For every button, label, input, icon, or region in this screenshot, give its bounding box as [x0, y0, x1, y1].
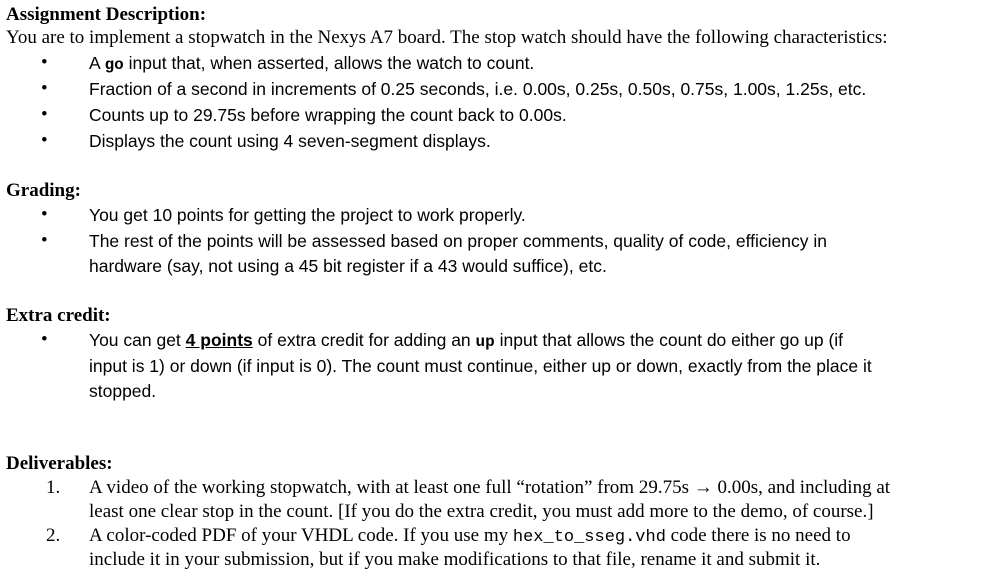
deliverable-1-line-1: A video of the working stopwatch, with at least one full “rotation” from 29.75s → 0.00s, and including at [89, 477, 891, 498]
bullet-marker: • [41, 78, 48, 99]
extra-credit-line-1: You can get 4 points of extra credit for adding an up input that allows the count do either go up (if [89, 330, 844, 351]
deliverables-heading: Deliverables: [6, 453, 113, 474]
assignment-bullet-4: Displays the count using 4 seven-segment displays. [89, 131, 491, 151]
assignment-bullet-1: A go input that, when asserted, allows the watch to count. [89, 53, 535, 74]
bullet-marker: • [41, 230, 48, 251]
extra-credit-line-2: input is 1) or down (if input is 0). The count must continue, either up or down, exactly from the place it [89, 356, 872, 376]
grading-bullet-2-line-2: hardware (say, not using a 45 bit register if a 43 would suffice), etc. [89, 256, 607, 276]
bullet-marker: • [41, 130, 48, 151]
grading-bullet-2-line-1: The rest of the points will be assessed based on proper comments, quality of code, efficiency in [89, 231, 827, 251]
bullet-marker: • [41, 104, 48, 125]
grading-bullet-1: You get 10 points for getting the project to work properly. [89, 205, 526, 225]
assignment-bullet-3: Counts up to 29.75s before wrapping the count back to 0.00s. [89, 105, 567, 125]
bullet-marker: • [41, 329, 48, 350]
points-emphasis: 4 points [185, 330, 253, 350]
extra-credit-line-3: stopped. [89, 381, 157, 401]
deliverable-2-line-2: include it in your submission, but if you make modifications to that file, rename it and submit it. [89, 549, 821, 570]
extra-credit-heading: Extra credit: [6, 305, 111, 326]
assignment-intro: You are to implement a stopwatch in the Nexys A7 board. The stop watch should have the following characteristics: [6, 27, 888, 48]
bullet-marker: • [41, 52, 48, 73]
list-number: 1. [46, 477, 61, 498]
list-number: 2. [46, 525, 61, 546]
deliverable-1-line-2: least one clear stop in the count. [If you do the extra credit, you must add more to the demo, of course.] [89, 501, 874, 522]
up-code: up [475, 333, 495, 351]
bullet-marker: • [41, 204, 48, 225]
assignment-heading: Assignment Description: [6, 4, 207, 25]
arrow-icon: → [693, 477, 713, 498]
assignment-bullet-2: Fraction of a second in increments of 0.25 seconds, i.e. 0.00s, 0.25s, 0.50s, 0.75s, 1.00s, 1.25s, etc. [89, 79, 867, 99]
grading-heading: Grading: [6, 180, 81, 201]
filename-code: hex_to_sseg.vhd [512, 528, 666, 547]
deliverable-2-line-1: A color-coded PDF of your VHDL code. If you use my hex_to_sseg.vhd code there is no need to [89, 525, 851, 547]
go-code: go [104, 56, 124, 74]
